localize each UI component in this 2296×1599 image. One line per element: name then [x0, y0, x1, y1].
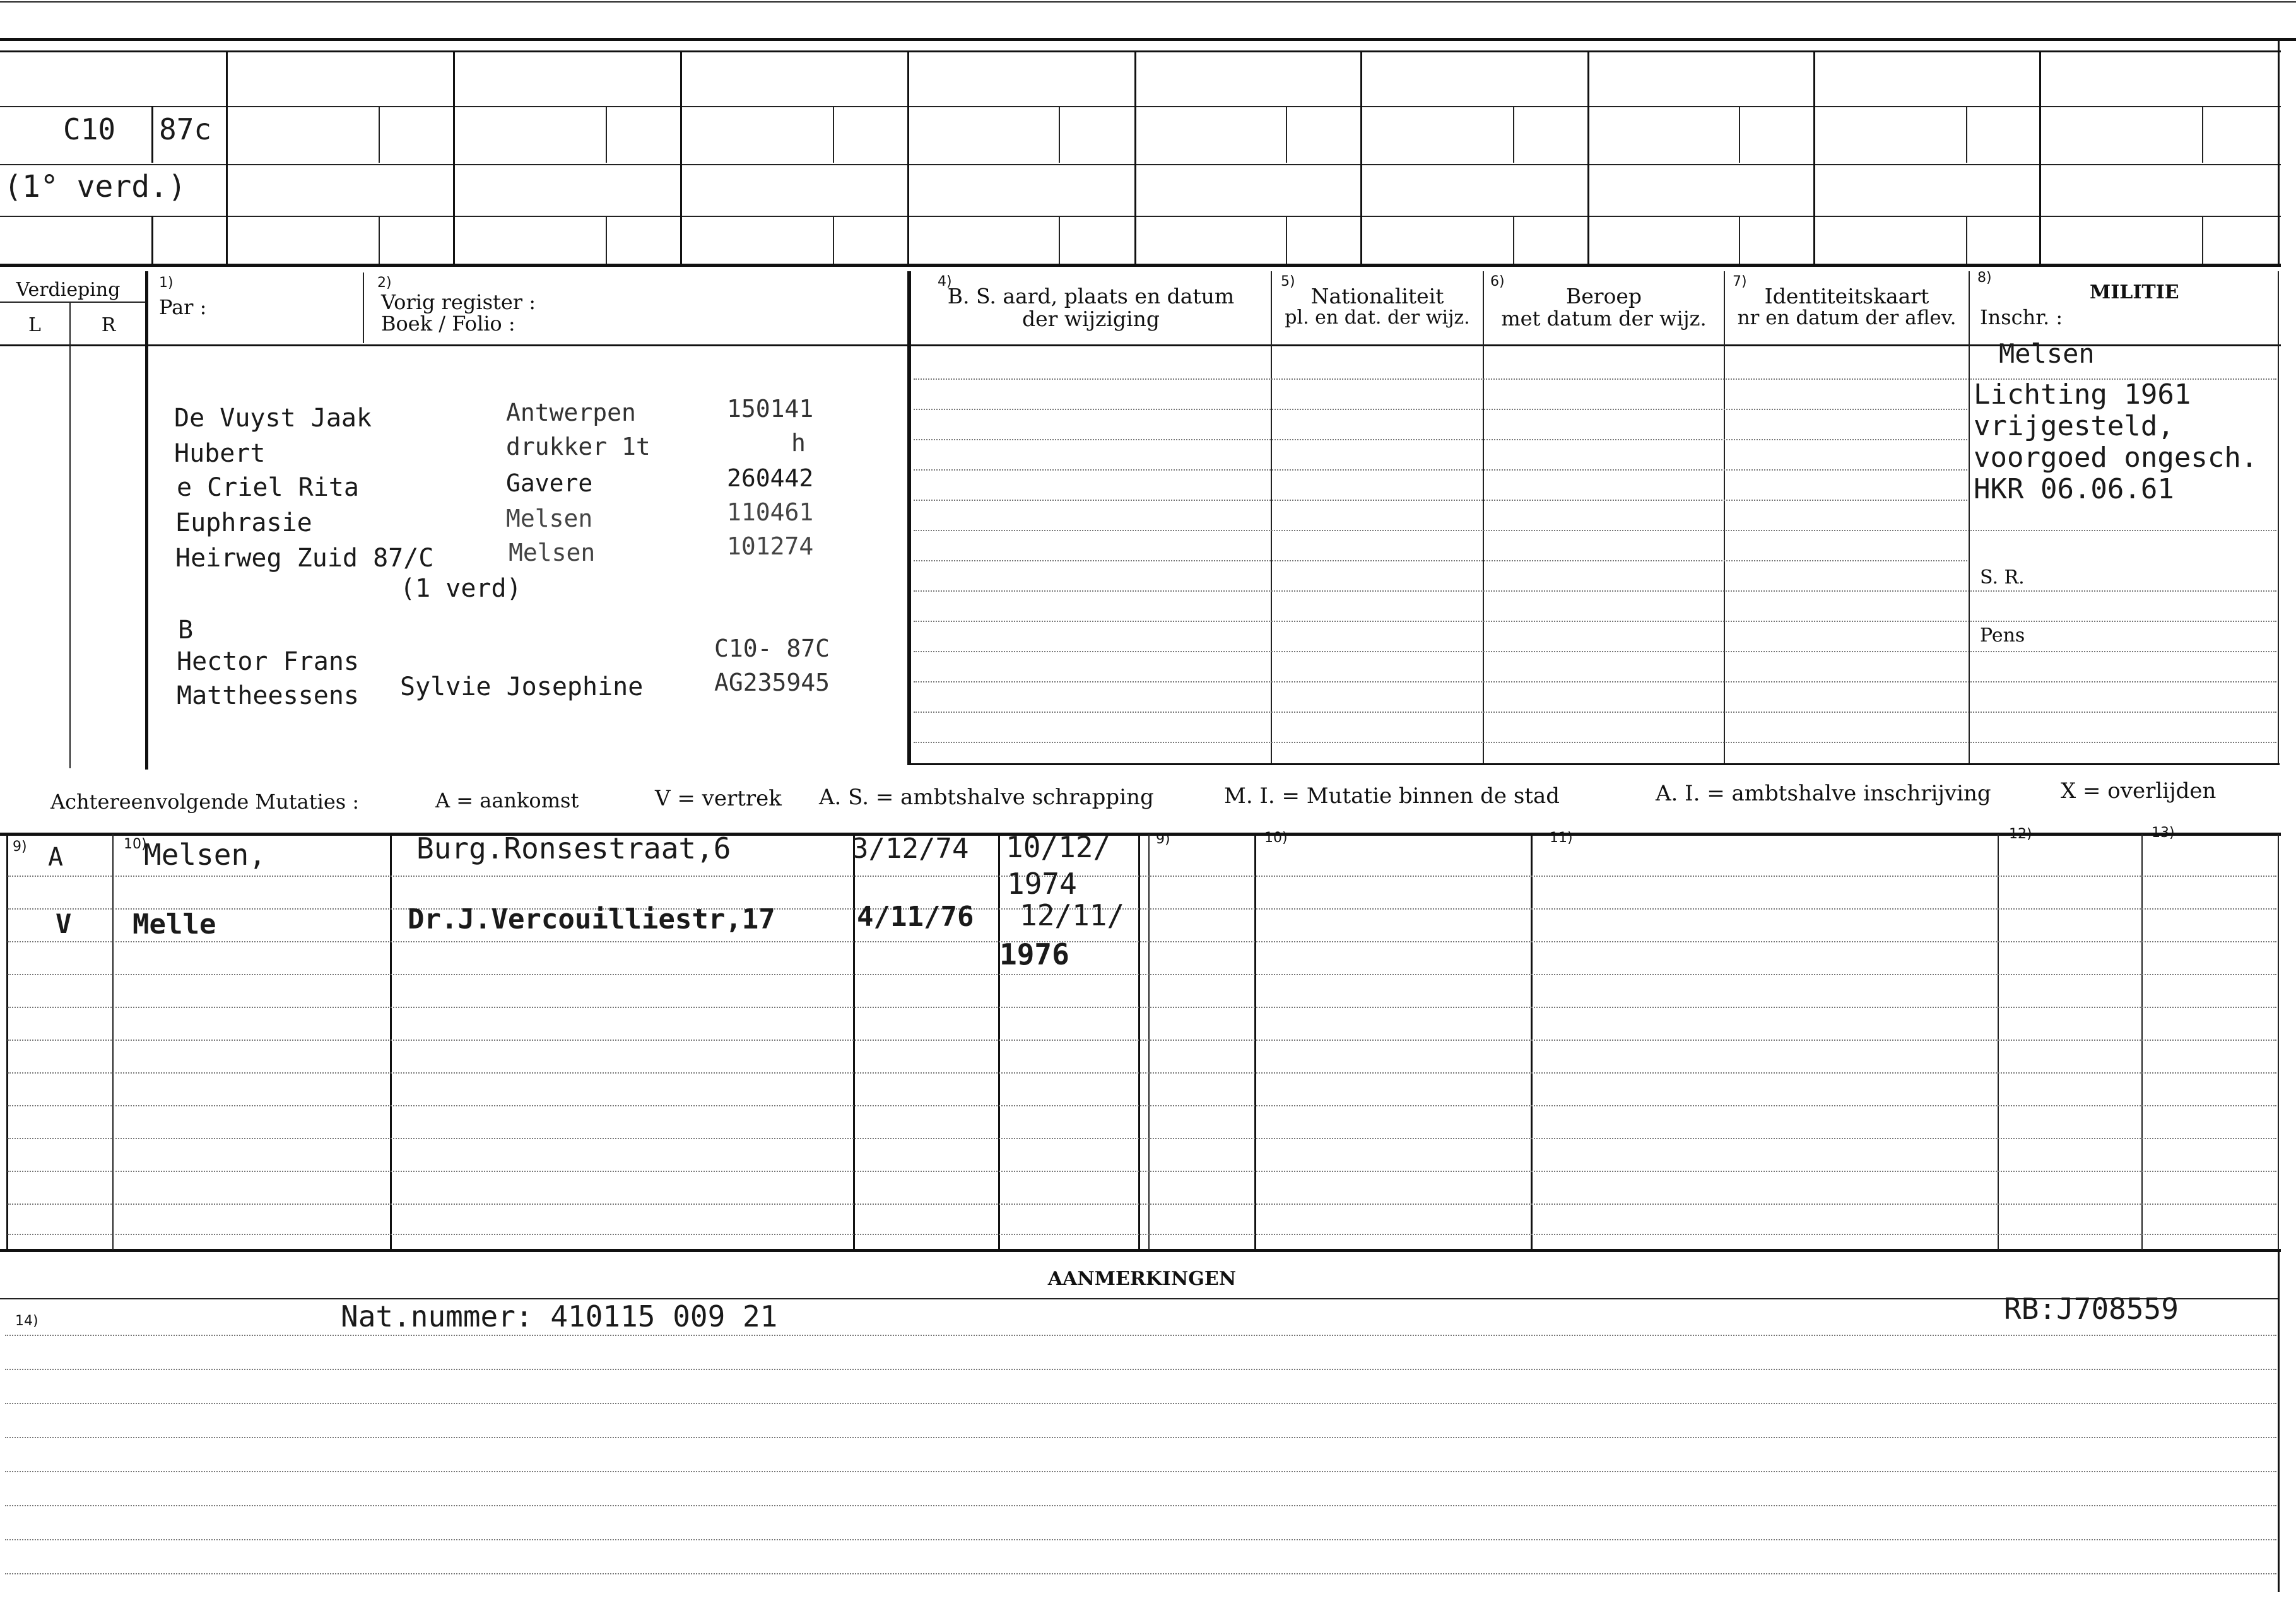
- address-floor: (1 verd): [400, 574, 522, 603]
- grid-line: [853, 834, 855, 1250]
- spouse-birthplace: Gavere: [506, 469, 593, 497]
- mutation-type: V: [56, 908, 72, 939]
- column-number: 13): [2152, 825, 2175, 841]
- field-number: 6): [1490, 274, 1505, 290]
- verdieping-label: Verdieping: [16, 279, 121, 301]
- ruled-line: [914, 409, 1967, 410]
- grid-line: [1513, 106, 1514, 163]
- profession: drukker 1t: [506, 433, 651, 460]
- grid-line: [1739, 216, 1740, 264]
- mutation-place: Melle: [132, 908, 216, 940]
- ruled-line: [5, 1403, 2276, 1404]
- grid-line: [1998, 834, 1999, 1250]
- grid-line: [363, 272, 364, 343]
- grid-line: [833, 216, 834, 264]
- grid-line: [1513, 216, 1514, 264]
- mutation-date: 4/11/76: [857, 901, 974, 933]
- ruled-line: [8, 876, 2276, 877]
- column-number: 11): [1550, 830, 1573, 846]
- field-number: 2): [377, 275, 392, 291]
- grid-line: [453, 50, 455, 265]
- person-name-line1: De Vuyst Jaak: [174, 404, 372, 433]
- grid-line: [0, 50, 2281, 52]
- nationality-header-line1: Nationaliteit: [1310, 284, 1444, 308]
- ruled-line: [5, 1335, 2276, 1336]
- field-number: 4): [938, 274, 952, 290]
- ruled-line: [5, 1505, 2276, 1506]
- column-number: 12): [2009, 826, 2032, 842]
- top-edge-line: [0, 1, 2296, 3]
- legend-ambtshalve-inschrijving: A. I. = ambtshalve inschrijving: [1656, 781, 1991, 806]
- ruled-line: [8, 1007, 2276, 1008]
- top-border: [0, 38, 2296, 41]
- mutations-bottom-border: [0, 1249, 2281, 1252]
- column-number: 9): [13, 839, 27, 855]
- header-bottom-border: [0, 344, 2281, 346]
- ruled-line: [914, 530, 2276, 531]
- id-card-header-line2: nr en datum der aflev.: [1737, 307, 1957, 329]
- profession-header-line1: Beroep: [1565, 284, 1642, 308]
- ruled-line: [8, 1234, 2276, 1235]
- bs-header-line1: B. S. aard, plaats en datum: [947, 284, 1235, 308]
- birthplace: Antwerpen: [506, 399, 636, 426]
- nationality-header-line2: pl. en dat. der wijz.: [1285, 307, 1470, 329]
- ruled-line: [8, 974, 2276, 975]
- ruled-line: [8, 908, 2276, 910]
- ruled-line: [914, 500, 1967, 501]
- ruled-line: [8, 941, 2276, 942]
- mutations-legend-title: Achtereenvolgende Mutaties :: [50, 790, 360, 814]
- grid-line: [1969, 271, 1970, 764]
- grid-line: [998, 834, 1000, 1250]
- top-block-bottom-border: [0, 264, 2281, 267]
- arrival-place: Melsen: [509, 539, 596, 566]
- grid-line: [1724, 271, 1725, 764]
- ruled-line: [5, 1437, 2276, 1438]
- mutation-type: A: [48, 843, 64, 872]
- grid-line: [2278, 271, 2279, 764]
- national-number: Nat.nummer: 410115 009 21: [341, 1299, 778, 1333]
- grid-line: [1148, 834, 1150, 1250]
- profession-mark: h: [791, 429, 806, 457]
- grid-line: [379, 216, 380, 264]
- ruled-line: [5, 1471, 2276, 1472]
- militie-status: vrijgesteld,: [1974, 410, 2174, 442]
- column-number: 9): [1156, 831, 1170, 847]
- grid-line: [69, 302, 71, 768]
- field-number: 14): [15, 1313, 38, 1329]
- spouse-birthdate: 260442: [727, 464, 814, 492]
- mutation-street: Burg.Ronsestraat,6: [416, 831, 731, 865]
- field-number: 5): [1281, 274, 1295, 290]
- grid-line: [2278, 834, 2279, 1250]
- section-b-label: B: [178, 616, 194, 645]
- legend-mutatie-binnen-stad: M. I. = Mutatie binnen de stad: [1224, 783, 1560, 809]
- spouse-name-line2: Euphrasie: [175, 508, 312, 537]
- grid-line: [0, 106, 2281, 107]
- mutation-registration-year: 1976: [999, 937, 1069, 971]
- mutation-registration-date: 10/12/: [1006, 830, 1111, 864]
- parent-name-line1: Hector Frans: [177, 647, 359, 676]
- legend-overlijden: X = overlijden: [2061, 778, 2217, 804]
- grid-line: [0, 216, 2281, 217]
- grid-line: [1134, 50, 1136, 265]
- grid-line: [1966, 106, 1967, 163]
- grid-line: [0, 164, 2281, 165]
- militie-date: HKR 06.06.61: [1974, 473, 2174, 505]
- grid-line: [2278, 38, 2280, 265]
- grid-line: [680, 50, 682, 265]
- grid-line: [1271, 271, 1272, 764]
- grid-line: [1059, 106, 1060, 163]
- ruled-line: [914, 712, 2276, 713]
- grid-line: [379, 106, 380, 163]
- ruled-line: [914, 621, 2276, 622]
- grid-line: [151, 216, 153, 264]
- grid-line: [907, 271, 911, 764]
- vorig-register-label: Vorig register :: [381, 290, 536, 314]
- person-name-line2: Hubert: [174, 439, 266, 468]
- remarks-title: AANMERKINGEN: [1047, 1268, 1237, 1290]
- ruled-line: [914, 590, 2276, 592]
- ruled-line: [5, 1539, 2276, 1540]
- grid-line: [145, 271, 148, 770]
- profession-header-line2: met datum der wijz.: [1501, 307, 1707, 331]
- grid-line: [1059, 216, 1060, 264]
- mutation-street: Dr.J.Vercouilliestr,17: [408, 903, 775, 935]
- militie-header: MILITIE: [2090, 281, 2179, 303]
- grid-line: [112, 834, 114, 1250]
- parent-name-line2b: Sylvie Josephine: [400, 672, 644, 701]
- address-line: Heirweg Zuid 87/C: [175, 544, 434, 573]
- mutation-registration-year: 1974: [1007, 867, 1077, 901]
- militie-note: voorgoed ongesch.: [1974, 442, 2258, 474]
- par-label: Par :: [159, 295, 207, 319]
- bs-header-line2: der wijziging: [1022, 307, 1160, 331]
- ruled-line: [8, 1040, 2276, 1041]
- reference-code: C10- 87C: [714, 635, 830, 662]
- pens-label: Pens: [1980, 624, 2025, 647]
- column-number: 10): [124, 836, 147, 852]
- field-number: 7): [1733, 274, 1747, 290]
- ruled-line: [8, 1105, 2276, 1106]
- grid-line: [606, 106, 607, 163]
- rb-number: RB:J708559: [2004, 1292, 2179, 1326]
- grid-line: [1286, 216, 1287, 264]
- ruled-line: [5, 1369, 2276, 1370]
- arrival-date: 101274: [727, 532, 814, 560]
- grid-line: [2141, 834, 2143, 1250]
- grid-line: [1286, 106, 1287, 163]
- grid-line: [1483, 271, 1484, 764]
- mutations-top-border: [0, 833, 2281, 836]
- ruled-line: [914, 439, 1967, 440]
- marriage-date: 110461: [727, 498, 814, 526]
- grid-line: [226, 50, 228, 265]
- parent-name-line2a: Mattheessens: [177, 681, 359, 710]
- ruled-line: [8, 1204, 2276, 1205]
- militie-lichting: Lichting 1961: [1974, 378, 2191, 411]
- ruled-line: [5, 1573, 2276, 1574]
- grid-line: [833, 106, 834, 163]
- grid-line: [2278, 1251, 2280, 1592]
- boek-folio-label: Boek / Folio :: [381, 312, 515, 336]
- legend-aankomst: A = aankomst: [435, 788, 579, 812]
- ruled-line: [8, 1138, 2276, 1139]
- militie-place: Melsen: [1999, 338, 2095, 369]
- spouse-name-line1: e Criel Rita: [177, 473, 359, 502]
- ruled-line: [914, 560, 1967, 561]
- field-number: 1): [159, 275, 174, 291]
- ruled-line: [914, 681, 2276, 682]
- grid-line: [6, 834, 8, 1250]
- ruled-line: [8, 1171, 2276, 1172]
- grid-line: [0, 302, 146, 303]
- ruled-line: [914, 742, 2276, 743]
- mutation-registration-date: 12/11/: [1020, 898, 1125, 932]
- field-number: 8): [1977, 270, 1992, 286]
- ruled-line: [914, 651, 2276, 652]
- legend-vertrek: V = vertrek: [655, 786, 782, 811]
- ruled-line: [8, 1072, 2276, 1074]
- grid-line: [606, 216, 607, 264]
- house-number: 87c: [159, 112, 212, 146]
- grid-line: [1813, 50, 1815, 265]
- ruled-line: [914, 469, 1967, 471]
- grid-line: [2039, 50, 2041, 265]
- mutation-date: 3/12/74: [852, 833, 969, 865]
- section-code: C10: [63, 112, 116, 146]
- grid-line: [1587, 50, 1589, 265]
- grid-line: [1138, 834, 1140, 1250]
- grid-line: [390, 834, 392, 1250]
- right-label: R: [101, 314, 116, 336]
- grid-line: [1531, 834, 1533, 1250]
- left-label: L: [28, 314, 41, 336]
- grid-line: [1254, 834, 1256, 1250]
- legend-ambtshalve-schrapping: A. S. = ambtshalve schrapping: [819, 785, 1154, 810]
- grid-line: [907, 763, 2280, 765]
- grid-line: [151, 106, 153, 163]
- grid-line: [2202, 106, 2203, 163]
- column-number: 10): [1264, 830, 1288, 846]
- floor-note: (1° verd.): [4, 169, 186, 204]
- birthdate: 150141: [727, 395, 814, 423]
- inschr-label: Inschr. :: [1980, 305, 2063, 329]
- mutation-place: Melsen,: [144, 838, 266, 872]
- grid-line: [907, 50, 909, 265]
- grid-line: [1360, 50, 1362, 265]
- marriage-place: Melsen: [506, 505, 593, 532]
- grid-line: [2202, 216, 2203, 264]
- grid-line: [1966, 216, 1967, 264]
- sr-label: S. R.: [1980, 566, 2025, 589]
- reference-number: AG235945: [714, 669, 830, 696]
- grid-line: [1739, 106, 1740, 163]
- id-card-header-line1: Identiteitskaart: [1764, 284, 1929, 308]
